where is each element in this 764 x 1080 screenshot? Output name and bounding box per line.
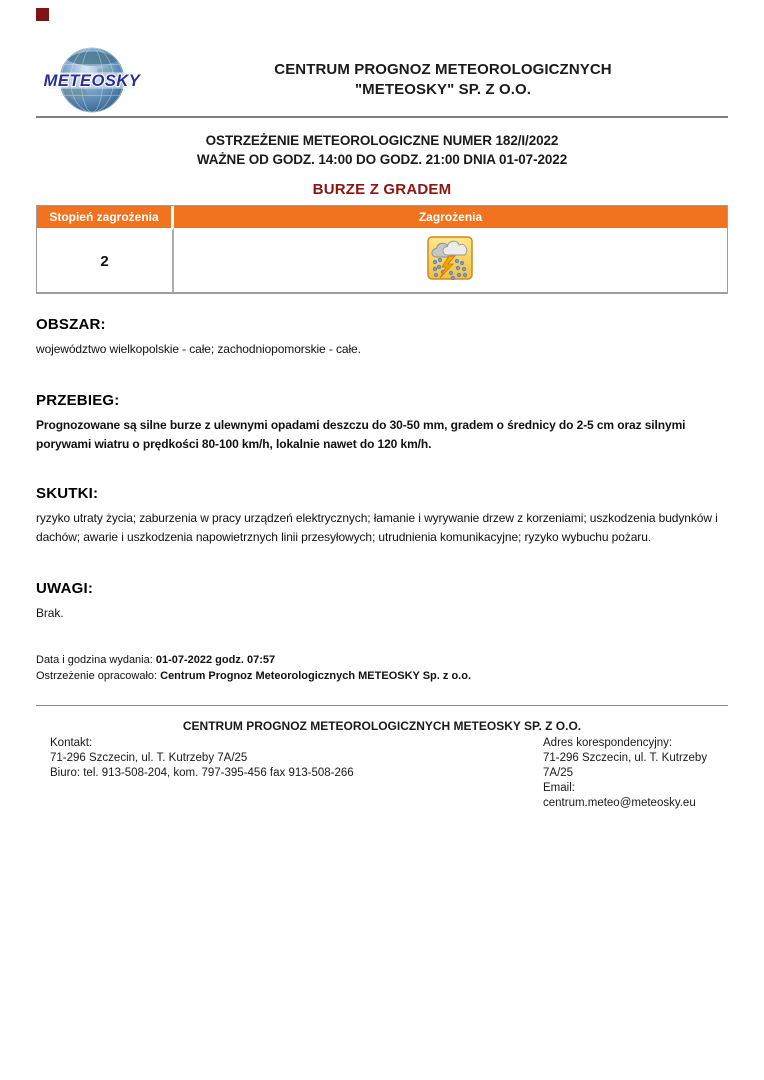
footer-contact-label: Kontakt: [50, 737, 93, 749]
corner-mark [36, 8, 49, 21]
storm-with-hail-icon [427, 236, 474, 281]
column-header-hazards: Zagrożenia [174, 206, 727, 228]
section-heading-uwagi: UWAGI: [36, 580, 94, 597]
hazard-icon-cell [174, 228, 727, 292]
footer-mailing-address-line1: 71-296 Szczecin, ul. T. Kutrzeby [543, 752, 708, 764]
section-heading-obszar: OBSZAR: [36, 316, 106, 333]
issue-author-value: Centrum Prognoz Meteorologicznych METEOSKY Sp. z o.o. [160, 670, 471, 682]
footer-email-value: centrum.meteo@meteosky.eu [543, 797, 696, 809]
section-text-obszar: województwo wielkopolskie - całe; zachodniopomorskie - całe. [36, 342, 361, 356]
document-header [36, 50, 728, 110]
section-heading-skutki: SKUTKI: [36, 485, 99, 502]
footer-contact-address: 71-296 Szczecin, ul. T. Kutrzeby 7A/25 [50, 752, 248, 764]
footer-contact-block [36, 736, 543, 811]
footer-email-label: Email: [543, 782, 575, 794]
globe-logo-icon [36, 44, 148, 116]
footer-divider [36, 705, 728, 706]
footer-mailing-address-line2: 7A/25 [543, 767, 574, 779]
footer-contact-phones: Biuro: tel. 913-508-204, kom. 797-395-456 fax 913-508-266 [50, 767, 354, 779]
section-heading-przebieg: PRZEBIEG: [36, 392, 120, 409]
warning-table-header-row [37, 206, 727, 228]
issue-date-label: Data i godzina wydania: [36, 654, 156, 666]
footer-company-name: CENTRUM PROGNOZ METEOROLOGICZNYCH METEOSKY SP. Z O.O. [182, 719, 582, 733]
warning-title-line2: WAŻNE OD GODZ. 14:00 DO GODZ. 21:00 DNIA 01-07-2022 [196, 152, 568, 167]
meteosky-logo [36, 44, 158, 116]
organization-title-line1: CENTRUM PROGNOZ METEOROLOGICZNYCH [274, 61, 612, 78]
organization-title-line2: "METEOSKY" SP. Z O.O. [354, 81, 532, 98]
footer-mailing-label: Adres korespondencyjny: [543, 737, 673, 749]
section-text-uwagi: Brak. [36, 606, 64, 620]
issue-author-label: Ostrzeżenie opracowało: [36, 670, 161, 682]
section-text-przebieg: Prognozowane są silne burze z ulewnymi opadami deszczu do 30-50 mm, gradem o średnicy do 2-5 cm oraz silnymi porywami wiatru o prędkości 80-100 km/h, lokalnie nawet do 120 km/h. [36, 418, 686, 451]
warning-title [36, 131, 728, 169]
header-divider [36, 116, 728, 118]
threat-level-value: 2 [37, 228, 174, 292]
issue-info [36, 652, 728, 684]
issue-author-line [36, 668, 728, 684]
section-text-skutki: ryzyko utraty życia; zaburzenia w pracy urządzeń elektrycznych; łamanie i wyrywanie drzew z korzeniami; uszkodzenia budynków i dachów; awarie i uszkodzenia napowietrznych linii przesyłowych; utrudnienia komunikacyjne; ryzyko wybuchu pożaru. [36, 511, 718, 544]
footer-mailing-block [543, 736, 728, 811]
phenomenon-title: BURZE Z GRADEM [312, 181, 452, 198]
logo-text: METEOSKY [43, 70, 141, 90]
warning-table [36, 205, 728, 294]
warning-title-line1: OSTRZEŻENIE METEOROLOGICZNE NUMER 182/I/2022 [205, 133, 559, 148]
issue-date-line [36, 652, 728, 668]
organization-title [158, 60, 728, 100]
column-header-threat-level: Stopień zagrożenia [37, 206, 174, 228]
issue-date-value: 01-07-2022 godz. 07:57 [155, 654, 276, 666]
footer-columns [36, 736, 728, 812]
warning-table-data-row [37, 228, 727, 292]
